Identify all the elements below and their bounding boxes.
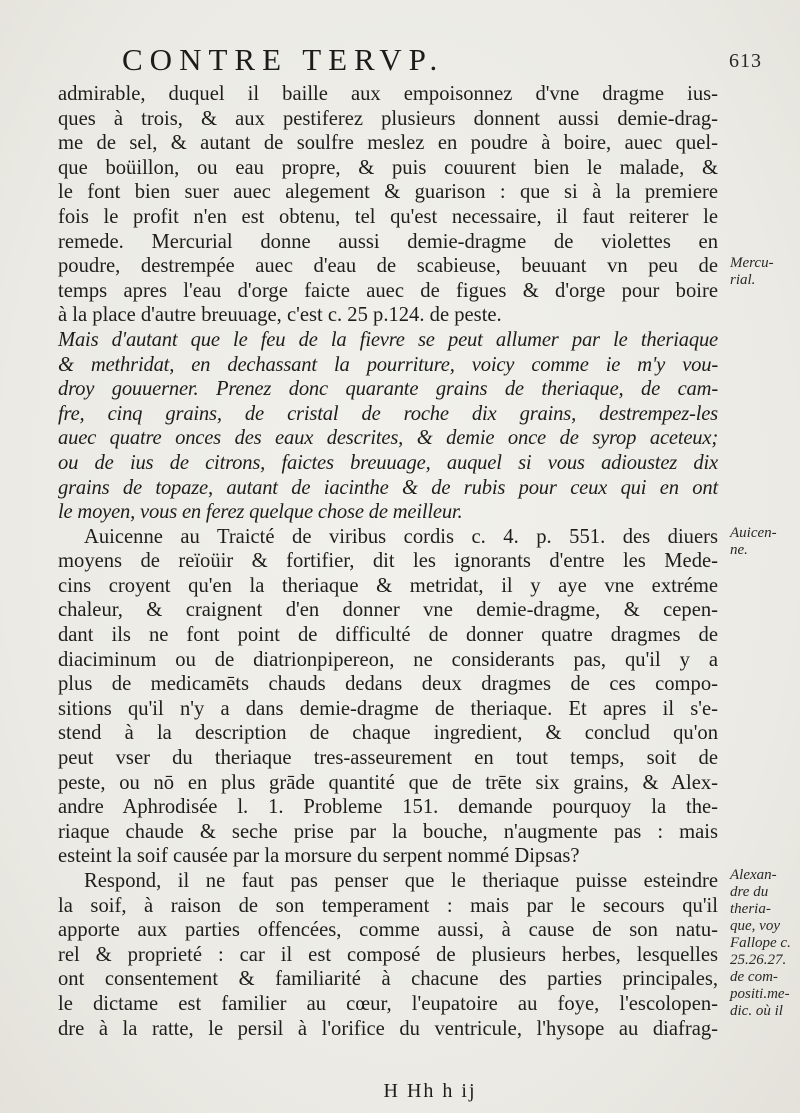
- text-line: chaleur, & craignent d'en donner vne demie-dragme, & cepen-: [58, 599, 718, 622]
- margin-note-line: Mercu-: [730, 255, 774, 271]
- margin-note-line: Auicen-: [730, 525, 777, 541]
- text-line: plus de medicamēts chauds dedans deux dragmes de ces compo-: [58, 673, 718, 696]
- text-line: peut vser du theriaque tres-asseurement en tout temps, soit de: [58, 747, 718, 770]
- text-line: le moyen, vous en ferez quelque chose de meilleur.: [58, 501, 463, 524]
- text-line: peste, ou nō en plus grāde quantité que de trēte six grains, & Alex-: [58, 771, 718, 794]
- text-line: temps apres l'eau d'orge faicte auec de figues & d'orge pour boire: [58, 279, 718, 302]
- text-line: la soif, à raison de son temperament : mais par le secours qu'il: [58, 894, 718, 917]
- text-line: moyens de reïoüir & fortifier, dit les ignorants d'entre les Mede-: [58, 550, 718, 573]
- text-line: sitions qu'il n'y a dans demie-dragme de theriaque. Et apres il s'e-: [58, 697, 718, 720]
- text-line: dant ils ne font point de difficulté de donner quatre dragmes de: [58, 624, 718, 647]
- text-line: fre, cinq grains, de cristal de roche dix grains, destrempez-les: [58, 402, 718, 425]
- margin-note-line: theria-: [730, 901, 771, 917]
- margin-note-line: dre du: [730, 884, 769, 900]
- text-line: auec quatre onces des eaux descrites, & demie once de syrop aceteux;: [58, 427, 718, 450]
- running-title: CONTRE TERVP.: [122, 42, 445, 77]
- margin-note-line: positi.me-: [730, 986, 790, 1002]
- text-line: andre Aphrodisée l. 1. Probleme 151. demande pourquoy la the-: [58, 796, 718, 819]
- text-line: me de sel, & autant de soulfre meslez en poudre à boire, auec quel-: [58, 132, 718, 155]
- text-line: stend à la description de chaque ingredient, & conclud qu'on: [58, 722, 718, 745]
- text-line: diaciminum ou de diatrionpipereon, ne considerants pas, qu'il y a: [58, 648, 718, 671]
- text-line: Auicenne au Traicté de viribus cordis c. 4. p. 551. des diuers: [84, 525, 718, 548]
- margin-note-line: rial.: [730, 272, 756, 288]
- margin-note-line: 25.26.27.: [730, 952, 787, 968]
- text-line: Mais d'autant que le feu de la fievre se peut allumer par le theriaque: [58, 328, 718, 351]
- signature-mark: H Hh h ij: [383, 1080, 477, 1102]
- text-line: que boüillon, ou eau propre, & puis couurent bien le malade, &: [58, 156, 718, 179]
- text-line: droy gouuerner. Prenez donc quarante grains de theriaque, de cam-: [58, 378, 718, 401]
- text-line: ou de ius de citrons, faictes breuuage, auquel si vous adioustez dix: [58, 451, 718, 474]
- text-line: cins croyent qu'en la theriaque & metridat, il y aye vne extréme: [58, 574, 718, 597]
- page-number: 613: [729, 50, 762, 72]
- running-header: [122, 42, 762, 82]
- body-text: [58, 82, 718, 1041]
- text-line: riaque chaude & seche prise par la bouche, n'augmente pas : mais: [58, 820, 718, 843]
- margin-note-line: Fallope c.: [730, 935, 791, 951]
- margin-note-line: que, voy: [730, 918, 780, 934]
- text-line: le dictame est familier au cœur, l'eupatoire au foye, l'escolopen-: [58, 992, 718, 1015]
- text-line: le font bien suer auec alegement & guarison : que si à la premiere: [58, 181, 718, 204]
- text-line: apporte aux parties offencées, comme aussi, à cause de son natu-: [58, 919, 718, 942]
- text-line: admirable, duquel il baille aux empoisonnez d'vne dragme ius-: [58, 83, 718, 105]
- text-line: grains de topaze, autant de iacinthe & de rubis pour ceux qui en ont: [58, 476, 718, 499]
- margin-note-line: de com-: [730, 969, 778, 985]
- text-line: ques à trois, & aux pestiferez plusieurs donnent aussi demie-drag-: [58, 107, 718, 130]
- text-line: remede. Mercurial donne aussi demie-dragme de violettes en: [58, 230, 718, 253]
- text-line: poudre, destrempée auec d'eau de scabieuse, beuuant vn peu de: [58, 255, 718, 278]
- margin-note-line: ne.: [730, 542, 748, 558]
- margin-note-line: dic. où il: [730, 1003, 783, 1019]
- margin-note-line: Alexan-: [730, 867, 777, 883]
- text-line: & methridat, en dechassant la pourriture, voicy comme ie m'y vou-: [58, 353, 718, 376]
- text-line: esteint la soif causée par la morsure du serpent nommé Dipsas?: [58, 845, 580, 868]
- text-line: Respond, il ne faut pas penser que le theriaque puisse esteindre: [84, 870, 718, 892]
- text-line: ont consentement & familiarité à chacune des parties principales,: [58, 968, 718, 991]
- text-line: fois le profit n'en est obtenu, tel qu'est necessaire, il faut reiterer le: [58, 205, 718, 228]
- text-line: à la place d'autre breuuage, c'est c. 25 p.124. de peste.: [58, 304, 502, 327]
- margin-note-alexandre: [730, 867, 800, 1020]
- margin-note-mercurial: [730, 255, 800, 289]
- text-line: dre à la ratte, le persil à l'orifice du ventricule, l'hysope au diafrag-: [58, 1017, 718, 1040]
- text-line: rel & proprieté : car il est composé de plusieurs herbes, lesquelles: [58, 943, 718, 966]
- margin-note-auicenne: [730, 525, 800, 559]
